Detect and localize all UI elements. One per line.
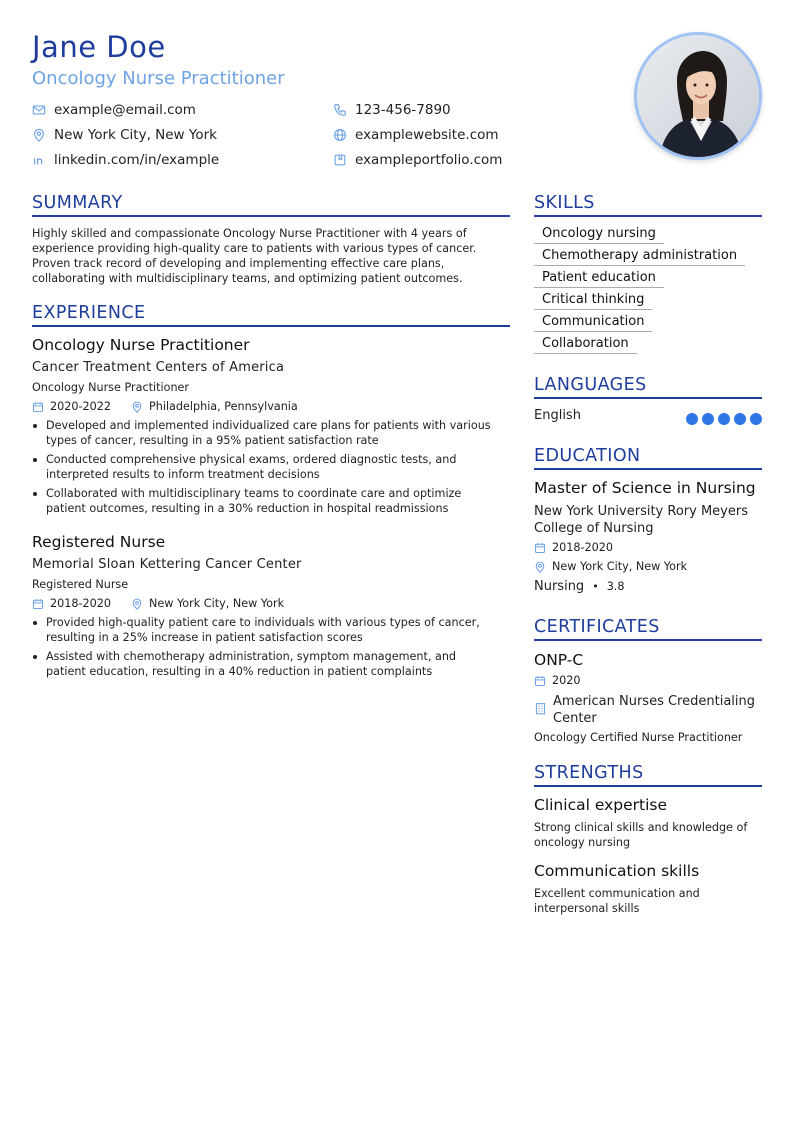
- education-school: New York University Rory Meyers College of Nursing: [534, 504, 748, 536]
- language-name: English: [534, 408, 581, 423]
- map-pin-icon: [32, 128, 46, 142]
- education-field-gpa: [534, 579, 624, 594]
- skill-tag: Chemotherapy administration: [534, 248, 745, 266]
- experience-heading: EXPERIENCE: [32, 303, 510, 327]
- contact-phone[interactable]: [333, 102, 451, 118]
- certificates-heading: CERTIFICATES: [534, 617, 762, 641]
- envelope-icon: [32, 103, 46, 117]
- strength-title: Communication skills: [534, 862, 700, 880]
- skills-heading: SKILLS: [534, 193, 762, 217]
- strengths-heading: STRENGTHS: [534, 763, 762, 787]
- building-icon: [534, 702, 547, 715]
- map-pin-icon: [131, 598, 143, 610]
- strength-title: Clinical expertise: [534, 796, 667, 814]
- skill-tag: Oncology nursing: [534, 226, 664, 244]
- phone-text: 123-456-7890: [355, 102, 451, 118]
- strength-description: Strong clinical skills and knowledge of oncology nursing: [534, 821, 748, 849]
- job-company: Memorial Sloan Kettering Cancer Center: [32, 557, 302, 572]
- job-dates: [32, 400, 111, 413]
- job-title: Registered Nurse: [32, 533, 166, 551]
- education-field: Nursing: [534, 579, 585, 594]
- job-title: Oncology Nurse Practitioner: [32, 336, 250, 354]
- job-dates-text: 2018-2020: [50, 597, 111, 610]
- education-degree: Master of Science in Nursing: [534, 479, 756, 497]
- calendar-icon: [534, 542, 546, 554]
- summary-heading: SUMMARY: [32, 193, 510, 217]
- linkedin-icon: [32, 153, 46, 167]
- job-role: Registered Nurse: [32, 578, 129, 591]
- certificate-description: Oncology Certified Nurse Practitioner: [534, 731, 743, 744]
- education-dates: [534, 541, 613, 554]
- calendar-icon: [32, 401, 44, 413]
- job-location: [131, 597, 284, 610]
- skill-tag: Communication: [534, 314, 652, 332]
- skill-tag: Critical thinking: [534, 292, 652, 310]
- calendar-icon: [534, 675, 546, 687]
- candidate-title: Oncology Nurse Practitioner: [32, 68, 285, 89]
- candidate-name: Jane Doe: [32, 30, 166, 64]
- certificate-issuer: [534, 693, 762, 727]
- job-location: [131, 400, 298, 413]
- education-heading: EDUCATION: [534, 446, 762, 470]
- list-item: Collaborated with multidisciplinary teams to coordinate care and optimize patient outcomes, resulting in a 30% reduction in hospital readmissions: [32, 486, 496, 516]
- education-location-text: New York City, New York: [552, 560, 688, 573]
- list-item: Provided high-quality patient care to individuals with various types of cancer, resulting in a 25% increase in patient satisfaction scores: [32, 615, 496, 645]
- level-dot: [702, 413, 714, 425]
- map-pin-icon: [534, 561, 546, 573]
- skill-tag: Collaboration: [534, 336, 637, 354]
- separator-dot: •: [592, 580, 599, 593]
- globe-icon: [333, 128, 347, 142]
- job-company: Cancer Treatment Centers of America: [32, 360, 285, 375]
- list-item: Developed and implemented individualized care plans for patients with various types of cancer, resulting in a 95% patient satisfaction rate: [32, 418, 496, 448]
- contact-email[interactable]: [32, 102, 196, 118]
- location-text: New York City, New York: [54, 127, 217, 143]
- profile-photo: [634, 32, 762, 160]
- certificate-year-text: 2020: [552, 674, 581, 687]
- bookmark-icon: [333, 153, 347, 167]
- portfolio-text: exampleportfolio.com: [355, 152, 503, 168]
- education-dates-text: 2018-2020: [552, 541, 613, 554]
- certificate-issuer-text: American Nurses Credentialing Center: [553, 694, 755, 726]
- website-text: examplewebsite.com: [355, 127, 499, 143]
- level-dot: [750, 413, 762, 425]
- email-text: example@email.com: [54, 102, 196, 118]
- job-role: Oncology Nurse Practitioner: [32, 381, 190, 394]
- job-dates: [32, 597, 111, 610]
- job-location-text: New York City, New York: [149, 597, 285, 610]
- contact-website[interactable]: [333, 127, 499, 143]
- certificate-year: [534, 674, 580, 687]
- certificate-name: ONP-C: [534, 651, 584, 669]
- strength-description: Excellent communication and interpersonal skills: [534, 887, 700, 915]
- education-gpa: 3.8: [606, 580, 625, 593]
- skill-tag: Patient education: [534, 270, 664, 288]
- contact-portfolio[interactable]: [333, 152, 502, 168]
- contact-linkedin[interactable]: [32, 152, 219, 168]
- education-location: [534, 560, 687, 573]
- contact-location: [32, 127, 217, 143]
- job-bullets: [32, 615, 496, 683]
- linkedin-text: linkedin.com/in/example: [54, 152, 220, 168]
- list-item: Assisted with chemotherapy administration, symptom management, and patient education, resulting in a 40% reduction in patient complaints: [32, 649, 496, 679]
- calendar-icon: [32, 598, 44, 610]
- list-item: Conducted comprehensive physical exams, ordered diagnostic tests, and interpreted results to inform treatment decisions: [32, 452, 496, 482]
- summary-text: Highly skilled and compassionate Oncology Nurse Practitioner with 4 years of experience providing high-quality care to patients with various types of cancer. Proven track record of developing and implementing effective care plans, collaborating with multidisciplinary teams, and optimizing patient outcomes.: [32, 227, 477, 285]
- languages-heading: LANGUAGES: [534, 375, 762, 399]
- level-dot: [734, 413, 746, 425]
- language-level: [686, 413, 762, 425]
- job-location-text: Philadelphia, Pennsylvania: [149, 400, 298, 413]
- job-dates-text: 2020-2022: [50, 400, 111, 413]
- job-bullets: [32, 418, 496, 520]
- map-pin-icon: [131, 401, 143, 413]
- level-dot: [686, 413, 698, 425]
- level-dot: [718, 413, 730, 425]
- phone-icon: [333, 103, 347, 117]
